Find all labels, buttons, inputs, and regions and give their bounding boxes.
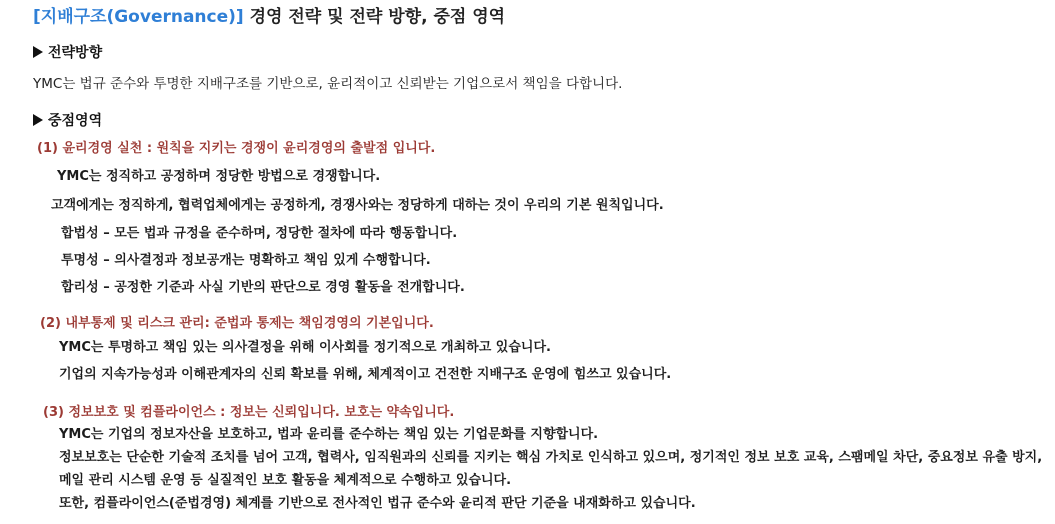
focus-heading-label: 중점영역: [48, 113, 103, 129]
section1-title: (1) 윤리경영 실천 : 원칙을 지키는 경쟁이 윤리경영의 출발점 입니다.: [37, 141, 436, 156]
section3-line: YMC는 기업의 정보자산을 보호하고, 법과 윤리를 준수하는 책임 있는 기업문화를 지향합니다.: [59, 427, 599, 442]
section1-line: 고객에게는 정직하게, 협력업체에게는 공정하게, 경쟁사와는 정당하게 대하는 것이 우리의 기본 원칙입니다.: [51, 198, 664, 213]
page-title-accent: [지배구조(Governance)]: [33, 7, 244, 27]
section3-line: 메일 관리 시스템 운영 등 실질적인 보호 활동을 체계적으로 수행하고 있습니다.: [59, 473, 512, 488]
section2-line: 기업의 지속가능성과 이해관계자의 신뢰 확보를 위해, 체계적이고 건전한 지배구조 운영에 힘쓰고 있습니다.: [59, 367, 672, 382]
strategy-heading: [33, 46, 102, 60]
section1-principle: 합법성 – 모든 법과 규정을 준수하며, 정당한 절차에 따라 행동합니다.: [61, 226, 458, 241]
strategy-heading-label: 전략방향: [48, 45, 103, 61]
section2-title: (2) 내부통제 및 리스크 관리: 준법과 통제는 책임경영의 기본입니다.: [40, 316, 434, 331]
section2-line: YMC는 투명하고 책임 있는 의사결정을 위해 이사회를 정기적으로 개최하고 있습니다.: [59, 340, 551, 355]
triangle-bullet-icon: [33, 46, 43, 58]
section1-principle: 투명성 – 의사결정과 정보공개는 명확하고 책임 있게 수행합니다.: [61, 253, 431, 268]
page-title: [33, 9, 505, 26]
section3-title: (3) 정보보호 및 컴플라이언스 : 정보는 신뢰입니다. 보호는 약속입니다.: [43, 405, 455, 420]
section3-line: 정보보호는 단순한 기술적 조치를 넘어 고객, 협력사, 임직원과의 신뢰를 지키는 핵심 가치로 인식하고 있으며, 정기적인 정보 보호 교육, 스팸메일 차단, 중요정보 유출 방지,: [59, 450, 1043, 465]
focus-heading: [33, 114, 102, 128]
section1-line: YMC는 정직하고 공정하며 정당한 방법으로 경쟁합니다.: [57, 169, 381, 184]
triangle-bullet-icon: [33, 114, 43, 126]
section1-principle: 합리성 – 공정한 기준과 사실 기반의 판단으로 경영 활동을 전개합니다.: [61, 280, 465, 295]
page-title-rest: 경영 전략 및 전략 방향, 중점 영역: [243, 7, 506, 27]
section3-line: 또한, 컴플라이언스(준법경영) 체계를 기반으로 전사적인 법규 준수와 윤리적 판단 기준을 내재화하고 있습니다.: [59, 496, 696, 511]
strategy-text: YMC는 법규 준수와 투명한 지배구조를 기반으로, 윤리적이고 신뢰받는 기업으로서 책임을 다합니다.: [33, 76, 623, 92]
